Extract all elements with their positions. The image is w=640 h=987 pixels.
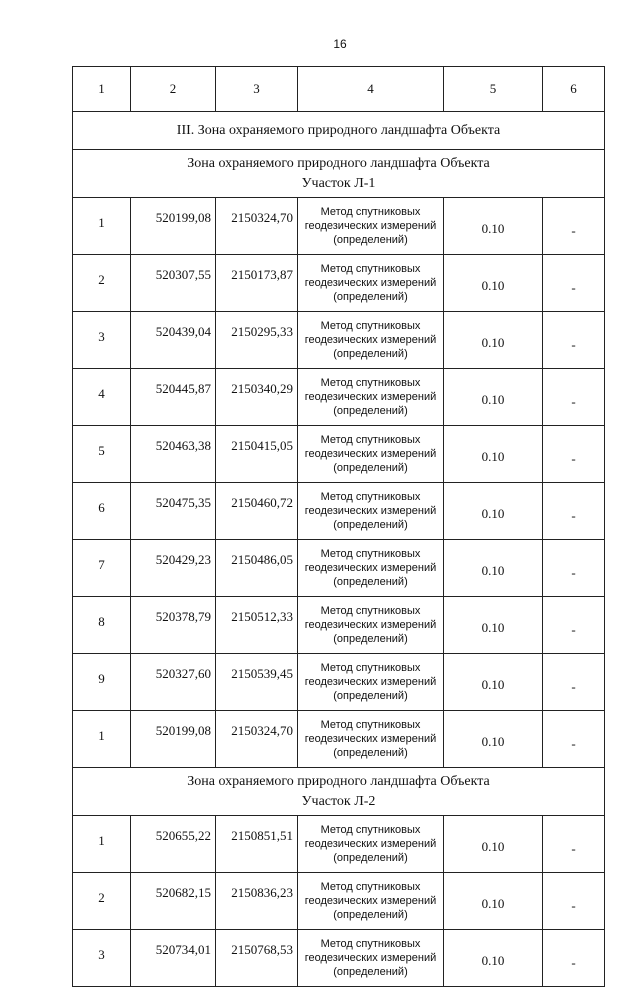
method-line: (определений) (333, 747, 408, 759)
point-number: 9 (73, 654, 131, 711)
precision-value: 0.10 (444, 597, 543, 654)
table-row (73, 816, 605, 873)
method-line: Метод спутниковых (320, 605, 421, 617)
method-line: Метод спутниковых (320, 377, 421, 389)
note-value: - (543, 597, 605, 654)
column-header: 4 (298, 67, 444, 112)
method-line: геодезических измерений (304, 448, 437, 460)
coordinate-x: 520199,08 (131, 198, 216, 255)
coordinate-x: 520199,08 (131, 711, 216, 768)
coordinate-y: 2150295,33 (216, 312, 298, 369)
method-cell (298, 255, 444, 312)
coordinate-y: 2150486,05 (216, 540, 298, 597)
method-line: геодезических измерений (304, 562, 437, 574)
method-cell (298, 426, 444, 483)
method-line: Метод спутниковых (320, 206, 421, 218)
method-cell (298, 654, 444, 711)
column-header: 5 (444, 67, 543, 112)
note-value: - (543, 873, 605, 930)
precision-value: 0.10 (444, 426, 543, 483)
note-value: - (543, 711, 605, 768)
note-value: - (543, 930, 605, 987)
coordinate-x: 520327,60 (131, 654, 216, 711)
coordinate-y: 2150768,53 (216, 930, 298, 987)
column-header: 1 (73, 67, 131, 112)
method-line: Метод спутниковых (320, 548, 421, 560)
method-cell (298, 711, 444, 768)
method-cell (298, 312, 444, 369)
method-line: Метод спутниковых (320, 263, 421, 275)
method-line: геодезических измерений (304, 733, 437, 745)
point-number: 1 (73, 711, 131, 768)
coordinate-x: 520429,23 (131, 540, 216, 597)
method-line: (определений) (333, 633, 408, 645)
method-line: (определений) (333, 576, 408, 588)
method-line: (определений) (333, 291, 408, 303)
point-number: 2 (73, 873, 131, 930)
zone-title-row (73, 112, 605, 150)
method-line: (определений) (333, 909, 408, 921)
coordinate-x: 520439,04 (131, 312, 216, 369)
table-row (73, 369, 605, 426)
method-line: (определений) (333, 234, 408, 246)
method-line: (определений) (333, 405, 408, 417)
point-number: 4 (73, 369, 131, 426)
table-body (73, 67, 605, 987)
table-row (73, 426, 605, 483)
note-value: - (543, 816, 605, 873)
point-number: 3 (73, 312, 131, 369)
precision-value: 0.10 (444, 540, 543, 597)
method-line: Метод спутниковых (320, 662, 421, 674)
note-value: - (543, 198, 605, 255)
method-line: геодезических измерений (304, 676, 437, 688)
column-header: 6 (543, 67, 605, 112)
coordinate-y: 2150173,87 (216, 255, 298, 312)
method-line: (определений) (333, 852, 408, 864)
method-cell (298, 873, 444, 930)
coordinate-x: 520307,55 (131, 255, 216, 312)
precision-value: 0.10 (444, 873, 543, 930)
table-row (73, 255, 605, 312)
coordinate-x: 520682,15 (131, 873, 216, 930)
method-line: (определений) (333, 519, 408, 531)
header-row (73, 67, 605, 112)
note-value: - (543, 369, 605, 426)
method-line: Метод спутниковых (320, 320, 421, 332)
point-number: 1 (73, 198, 131, 255)
precision-value: 0.10 (444, 930, 543, 987)
note-value: - (543, 483, 605, 540)
section-header-row (73, 150, 605, 198)
precision-value: 0.10 (444, 483, 543, 540)
section-subtitle: Участок Л-2 (301, 793, 376, 809)
method-line: геодезических измерений (304, 895, 437, 907)
coordinate-y: 2150460,72 (216, 483, 298, 540)
coordinate-y: 2150340,29 (216, 369, 298, 426)
coordinate-y: 2150324,70 (216, 711, 298, 768)
precision-value: 0.10 (444, 255, 543, 312)
method-line: Метод спутниковых (320, 938, 421, 950)
section-subtitle: Участок Л-1 (301, 175, 376, 191)
point-number: 5 (73, 426, 131, 483)
precision-value: 0.10 (444, 816, 543, 873)
coordinate-x: 520655,22 (131, 816, 216, 873)
precision-value: 0.10 (444, 312, 543, 369)
section-header-row (73, 768, 605, 816)
table-row (73, 711, 605, 768)
coordinate-x: 520463,38 (131, 426, 216, 483)
column-header: 2 (131, 67, 216, 112)
coordinates-table (72, 66, 605, 987)
note-value: - (543, 426, 605, 483)
table-row (73, 198, 605, 255)
coordinate-y: 2150512,33 (216, 597, 298, 654)
method-cell (298, 540, 444, 597)
coordinate-y: 2150415,05 (216, 426, 298, 483)
coordinate-y: 2150539,45 (216, 654, 298, 711)
method-cell (298, 369, 444, 426)
coordinate-x: 520475,35 (131, 483, 216, 540)
note-value: - (543, 255, 605, 312)
coordinate-y: 2150836,23 (216, 873, 298, 930)
section-title: Зона охраняемого природного ландшафта Объекта (187, 155, 490, 171)
note-value: - (543, 312, 605, 369)
section-header (73, 150, 605, 198)
section-title: Зона охраняемого природного ландшафта Объекта (187, 773, 490, 789)
method-line: (определений) (333, 690, 408, 702)
method-line: геодезических измерений (304, 391, 437, 403)
coordinate-x: 520378,79 (131, 597, 216, 654)
coordinate-x: 520734,01 (131, 930, 216, 987)
method-cell (298, 816, 444, 873)
page-number: 16 (333, 37, 347, 51)
coordinate-y: 2150324,70 (216, 198, 298, 255)
method-line: геодезических измерений (304, 952, 437, 964)
table-row (73, 540, 605, 597)
table-row (73, 597, 605, 654)
point-number: 3 (73, 930, 131, 987)
method-line: Метод спутниковых (320, 824, 421, 836)
column-header: 3 (216, 67, 298, 112)
method-line: Метод спутниковых (320, 881, 421, 893)
method-line: (определений) (333, 348, 408, 360)
method-cell (298, 930, 444, 987)
method-line: Метод спутниковых (320, 491, 421, 503)
method-line: геодезических измерений (304, 334, 437, 346)
note-value: - (543, 654, 605, 711)
note-value: - (543, 540, 605, 597)
precision-value: 0.10 (444, 654, 543, 711)
point-number: 2 (73, 255, 131, 312)
method-line: геодезических измерений (304, 838, 437, 850)
table-row (73, 873, 605, 930)
method-line: (определений) (333, 462, 408, 474)
table-row (73, 654, 605, 711)
table-row (73, 483, 605, 540)
precision-value: 0.10 (444, 198, 543, 255)
point-number: 8 (73, 597, 131, 654)
section-header (73, 768, 605, 816)
method-line: геодезических измерений (304, 220, 437, 232)
zone-title: III. Зона охраняемого природного ландшафта Объекта (73, 112, 605, 150)
method-line: геодезических измерений (304, 277, 437, 289)
point-number: 6 (73, 483, 131, 540)
precision-value: 0.10 (444, 711, 543, 768)
method-line: геодезических измерений (304, 505, 437, 517)
coordinate-x: 520445,87 (131, 369, 216, 426)
method-line: геодезических измерений (304, 619, 437, 631)
table-row (73, 930, 605, 987)
precision-value: 0.10 (444, 369, 543, 426)
method-line: Метод спутниковых (320, 434, 421, 446)
point-number: 1 (73, 816, 131, 873)
method-cell (298, 483, 444, 540)
method-line: (определений) (333, 966, 408, 978)
coordinate-y: 2150851,51 (216, 816, 298, 873)
method-cell (298, 198, 444, 255)
method-line: Метод спутниковых (320, 719, 421, 731)
table-row (73, 312, 605, 369)
point-number: 7 (73, 540, 131, 597)
method-cell (298, 597, 444, 654)
